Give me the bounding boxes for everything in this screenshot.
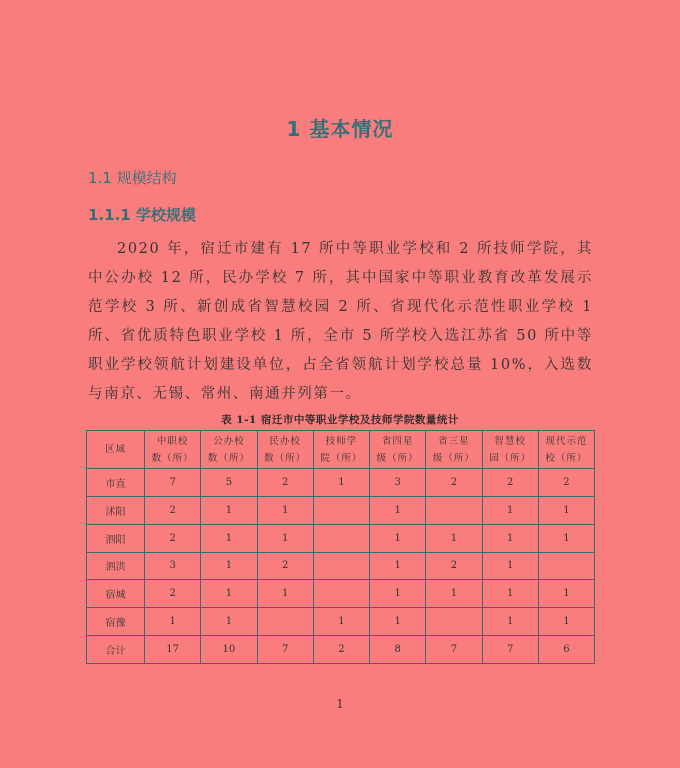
- table-cell: 2: [145, 524, 201, 552]
- header-cell: 技师学 院（所）: [313, 431, 369, 469]
- subsection-title: 1.1 规模结构: [88, 169, 177, 187]
- table-cell: 6: [538, 636, 594, 664]
- table-cell: 1: [145, 608, 201, 636]
- table-row: [87, 580, 595, 608]
- table-cell: 1: [482, 608, 538, 636]
- table-cell: 2: [426, 469, 482, 497]
- table-cell: 1: [538, 580, 594, 608]
- table-cell: 17: [145, 636, 201, 664]
- region-cell: 泗洪: [87, 552, 145, 580]
- table-cell: 7: [145, 469, 201, 497]
- page-number: 1: [336, 697, 344, 711]
- table-cell: 1: [313, 469, 369, 497]
- table-row: [87, 608, 595, 636]
- table-cell: 1: [370, 496, 426, 524]
- table-cell: 1: [482, 580, 538, 608]
- table-cell: [538, 552, 594, 580]
- table-cell: 1: [426, 580, 482, 608]
- body-paragraph: 2020 年，宿迁市建有 17 所中等职业学校和 2 所技师学院，其中公办校 12 所，民办学校 7 所，其中国家中等职业教育改革发展示范学校 3 所、新创成省智慧校园 2 所、省现代化示范性职业学校 1 所、省优质特色职业学校 1 所，全市 5 所学校入选江苏省 50 所中等职业学校领航计划建设单位，占全省领航计划学校总量 10%，入选数与南京、无锡、常州、南通并列第一。: [88, 241, 593, 402]
- header-cell: 省四星 级（所）: [370, 431, 426, 469]
- table-row: [87, 552, 595, 580]
- region-cell: 泗阳: [87, 524, 145, 552]
- subsubsection-title: 1.1.1 学校规模: [88, 206, 196, 224]
- table-cell: 1: [482, 496, 538, 524]
- table-cell: 5: [201, 469, 257, 497]
- table-cell: 8: [370, 636, 426, 664]
- header-cell: 省三星 级（所）: [426, 431, 482, 469]
- table-cell: 7: [482, 636, 538, 664]
- table-cell: 2: [482, 469, 538, 497]
- table-cell: [257, 608, 313, 636]
- table-cell: [313, 552, 369, 580]
- table-cell: 2: [145, 496, 201, 524]
- table-cell: 3: [145, 552, 201, 580]
- header-cell: 智慧校 园（所）: [482, 431, 538, 469]
- header-cell: 民办校 数（所）: [257, 431, 313, 469]
- table-header-row: [87, 431, 595, 469]
- table-cell: 1: [201, 496, 257, 524]
- table-cell: 7: [257, 636, 313, 664]
- table-cell: 1: [370, 580, 426, 608]
- table-cell: 1: [257, 580, 313, 608]
- table-cell: 1: [426, 524, 482, 552]
- table-cell: [426, 496, 482, 524]
- region-cell: 合计: [87, 636, 145, 664]
- table-cell: 1: [313, 608, 369, 636]
- table-cell: 1: [538, 608, 594, 636]
- table-cell: 2: [426, 552, 482, 580]
- table-cell: 1: [482, 552, 538, 580]
- table-cell: 1: [370, 552, 426, 580]
- section-title: 1 基本情况: [286, 117, 394, 141]
- table-cell: 1: [201, 524, 257, 552]
- table-cell: 1: [201, 552, 257, 580]
- table-cell: [313, 496, 369, 524]
- table-row: [87, 524, 595, 552]
- school-count-table: [86, 430, 595, 664]
- table-cell: 3: [370, 469, 426, 497]
- table-cell: [313, 524, 369, 552]
- table-cell: [426, 608, 482, 636]
- region-cell: 沭阳: [87, 496, 145, 524]
- table-row: [87, 469, 595, 497]
- header-cell: 现代示范 校（所）: [538, 431, 594, 469]
- table-cell: 2: [257, 552, 313, 580]
- table-cell: 1: [538, 524, 594, 552]
- table-cell: 1: [257, 524, 313, 552]
- header-cell: 区域: [87, 431, 145, 469]
- table-cell: 1: [370, 608, 426, 636]
- table-cell: 1: [370, 524, 426, 552]
- table-cell: [313, 580, 369, 608]
- table-cell: 2: [145, 580, 201, 608]
- table-cell: 10: [201, 636, 257, 664]
- table-cell: 1: [482, 524, 538, 552]
- table-row: [87, 636, 595, 664]
- region-cell: 宿城: [87, 580, 145, 608]
- table-cell: 1: [257, 496, 313, 524]
- region-cell: 宿豫: [87, 608, 145, 636]
- table-cell: 2: [257, 469, 313, 497]
- table-caption: 表 1-1 宿迁市中等职业学校及技师学院数量统计: [221, 414, 459, 426]
- table-row: [87, 496, 595, 524]
- table-cell: 1: [538, 496, 594, 524]
- region-cell: 市直: [87, 469, 145, 497]
- table-cell: 1: [201, 580, 257, 608]
- table-cell: 7: [426, 636, 482, 664]
- table-cell: 2: [538, 469, 594, 497]
- header-cell: 公办校 数（所）: [201, 431, 257, 469]
- table-cell: 2: [313, 636, 369, 664]
- table-cell: 1: [201, 608, 257, 636]
- header-cell: 中职校 数（所）: [145, 431, 201, 469]
